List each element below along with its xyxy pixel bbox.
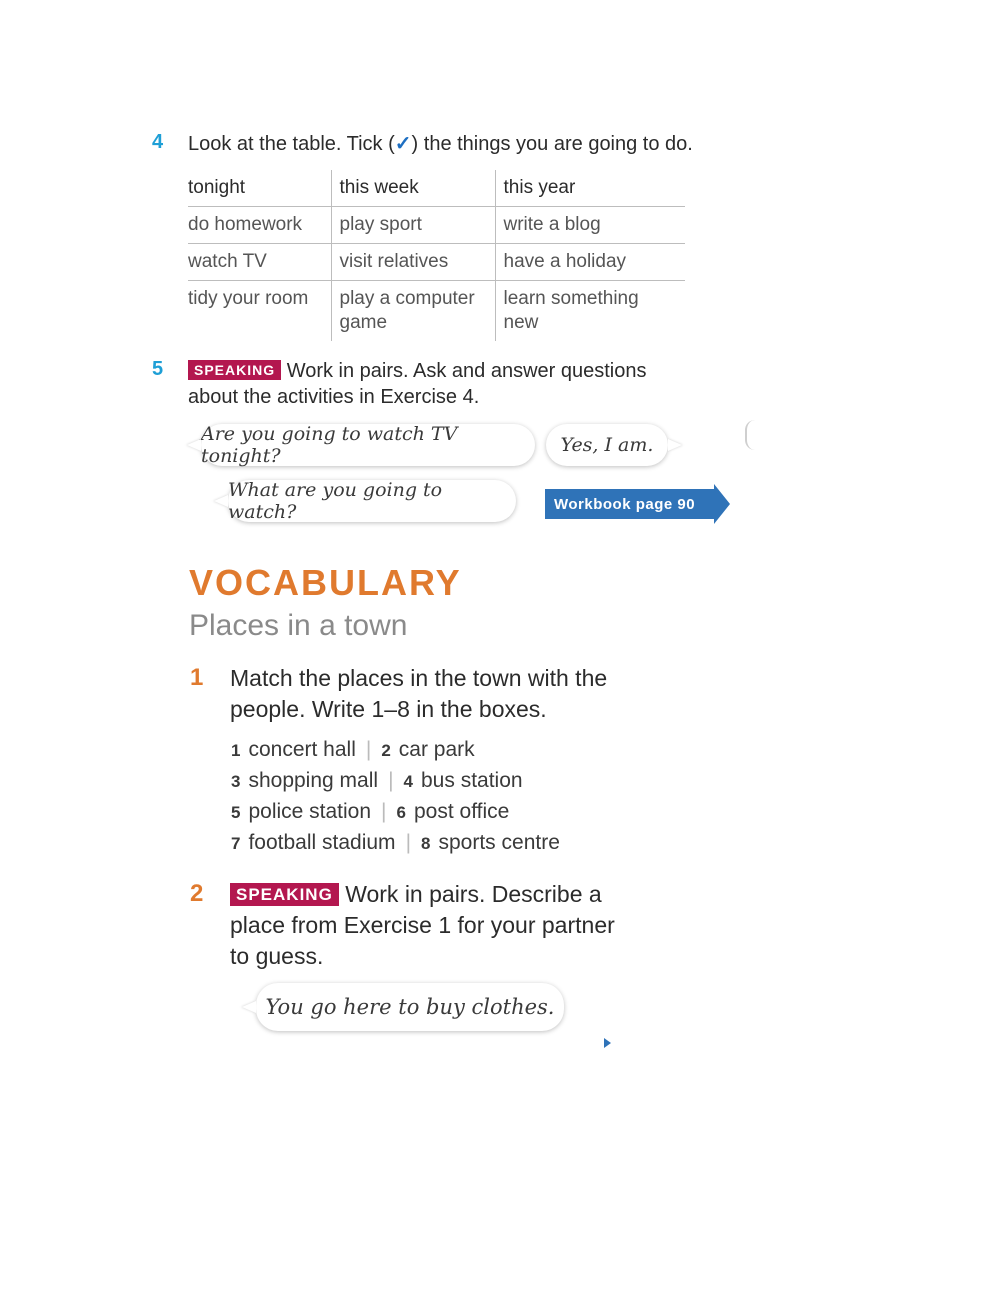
exercise-5-instruction: SPEAKING Work in pairs. Ask and answer questions about the activities in Exercise 4. (188, 360, 647, 408)
list-item: 5 police station | 6 post office (231, 800, 510, 823)
speech-bubble: You go here to buy clothes. (256, 983, 564, 1031)
places-list (231, 735, 560, 859)
table-cell: have a holiday (495, 244, 685, 281)
tick-icon: ✓ (394, 133, 412, 155)
table-cell: tidy your room (188, 288, 309, 309)
exercise-2-instruction: SPEAKING Work in pairs. Describe a place from Exercise 1 for your partner to guess. (230, 881, 615, 969)
list-item: 7 football stadium | 8 sports centre (231, 831, 560, 854)
activities-table (188, 170, 685, 341)
exercise-4-number: 4 (152, 131, 164, 153)
divider: | (405, 831, 412, 854)
speaking-badge: SPEAKING (188, 360, 281, 380)
bubble-tail (668, 439, 682, 451)
speech-bubble: Yes, I am. (546, 424, 668, 466)
speech-bubble: Are you going to watch TV tonight? (201, 424, 535, 466)
table-cell: play sport (331, 207, 495, 244)
list-item: 1 concert hall | 2 car park (231, 738, 475, 761)
table-header-cell: this year (495, 170, 685, 207)
list-item: 3 shopping mall | 4 bus station (231, 769, 523, 792)
table-header-cell: tonight (188, 170, 331, 207)
table-cell: watch TV (188, 244, 331, 281)
exercise-4-instruction: Look at the table. Tick (✓) the things you are going to do. (188, 133, 693, 155)
exercise-1-number: 1 (190, 664, 204, 691)
arrow-marker-icon (604, 1038, 611, 1048)
table-row (188, 207, 685, 244)
table-header-row (188, 170, 685, 207)
bubble-tail (214, 495, 228, 507)
exercise-1-instruction: Match the places in the town with the people. Write 1–8 in the boxes. (230, 665, 608, 722)
speech-bubble: What are you going to watch? (228, 480, 516, 522)
table-cell: learn something new (495, 281, 685, 342)
page-edge-mark (745, 420, 757, 450)
section-subtitle: Places in a town (189, 609, 408, 642)
divider: | (365, 738, 372, 761)
workbook-link[interactable]: Workbook page 90 (545, 489, 715, 519)
bubble-tail (242, 1001, 256, 1013)
table-cell: visit relatives (331, 244, 495, 281)
divider: | (381, 800, 387, 823)
section-title: VOCABULARY (189, 562, 462, 603)
table-row (188, 244, 685, 281)
exercise-2-number: 2 (190, 880, 204, 907)
table-cell: write a blog (495, 207, 685, 244)
table-cell: do homework (188, 207, 331, 244)
bubble-tail (187, 439, 201, 451)
exercise-5-number: 5 (152, 358, 164, 380)
speaking-badge: SPEAKING (230, 883, 339, 906)
table-cell: play a computer game (331, 281, 495, 342)
divider: | (388, 769, 394, 792)
table-header-cell: this week (331, 170, 495, 207)
table-row (188, 281, 685, 342)
